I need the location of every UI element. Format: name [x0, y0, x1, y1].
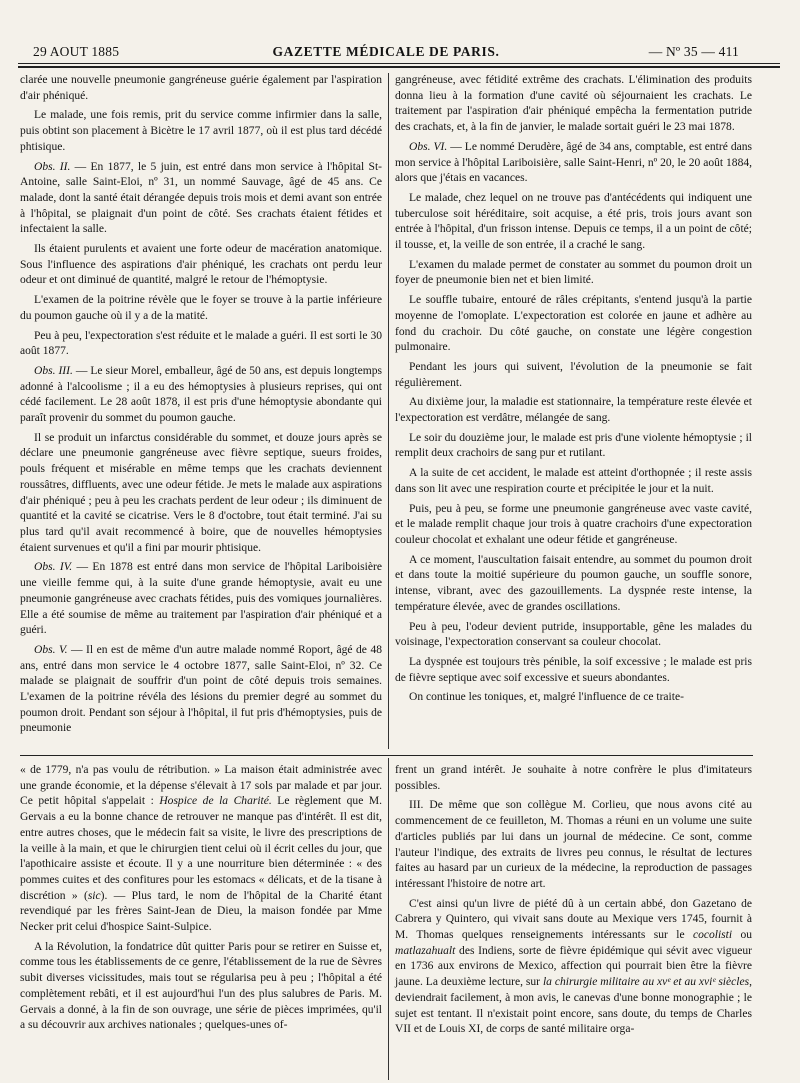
header-date: 29 AOUT 1885 [33, 44, 120, 59]
paragraph-text: — Le nommé Derudère, âgé de 34 ans, comptable, est entré dans mon service à l'hôpital Lariboisière, salle Saint-Henri, nº 20, le 20 août 1884, alors que j'étais en vacances. [395, 140, 752, 185]
paragraph-text: C'est ainsi qu'un livre de piété dû à un certain abbé, don Gazetano de Cabrera y Quintero, qui vivait sans doute au Mexique vers 1745, fournit à M. Thomas quelques renseignements intéressants sur le [395, 897, 752, 942]
column-divider-lower [388, 758, 389, 1080]
paragraph [395, 690, 752, 706]
observation-paragraph [20, 160, 382, 239]
paragraph [395, 258, 752, 289]
article-column-left [20, 73, 382, 751]
observation-label: Obs. II. [34, 160, 71, 173]
paragraph-text: des Indiens, sorte de fièvre épidémique qui sévit avec vigueur en 1736 aux environs de Mexico, affection qui pourrait bien être la fièvre jaune. La deuxième lecture, sur [395, 944, 752, 989]
paragraph-text: ou [732, 929, 752, 942]
paragraph [20, 73, 382, 104]
paragraph-text: « de 1779, n'a pas voulu de rétribution. » La maison était administrée avec une grande économie, et la dépense s'élevait à 17 sols par malade et par jour. Ce petit hôpital s'appelait : [20, 764, 382, 808]
observation-paragraph [395, 140, 752, 187]
feuilleton-column-left [20, 763, 382, 1081]
paragraph-text: Peu à peu, l'odeur devient putride, insupportable, gêne les malades du voisinage, l'expectoration conservant sa couleur chocolat. [395, 620, 752, 649]
paragraph-text: Pendant les jours qui suivent, l'évolution de la pneumonie se fait régulièrement. [395, 360, 752, 389]
paragraph-text: clarée une nouvelle pneumonie gangréneuse guérie également par l'aspiration d'air phéniqué. [20, 74, 382, 102]
paragraph-text: A la Révolution, la fondatrice dût quitter Paris pour se retirer en Suisse et, comme tous les établissements de ce genre, l'établissement de la rue de Sèvres subit diverses vicissitudes, mais tout se régularisa peu à peu ; l'hôpital a été complètement rebâti, et il est aujourd'hui l'un des plus salubres de Paris. M. Gervais a donné, à la fin de son ouvrage, une série de pièces imprimées, qu'il a su découvrir aux archives nationales ; quelques-unes of- [20, 940, 382, 1032]
paragraph [395, 431, 752, 462]
observation-label: Obs. V. [34, 643, 68, 656]
paragraph-text: — Le sieur Morel, emballeur, âgé de 50 ans, est depuis longtemps adonné à l'alcoolisme ; il a eu des hémoptysies à plusieurs reprises, qui ont cédé facilement. Le 28 août 1878, il est pris d'une hémoptysie abondante qui paraît provenir du sommet du poumon gauche. [20, 364, 382, 425]
italic-text: Hospice de la Charité. [159, 795, 272, 808]
paragraph [395, 73, 752, 136]
paragraph [395, 798, 752, 892]
italic-text: cocolisti [692, 929, 733, 942]
header-rule-thin [18, 63, 780, 64]
paragraph [20, 763, 382, 936]
paragraph-text: A ce moment, l'auscultation faisait entendre, au sommet du poumon droit et dans toute la moitié supérieure du poumon gauche, un souffle sonore, intense, vibrant, avec des gazouillements. La dyspnée reste intense, la température élevée, avec de grandes oscillations. [395, 553, 752, 613]
column-divider-upper [388, 73, 389, 749]
italic-text: sic [87, 889, 101, 902]
paragraph [20, 242, 382, 289]
observation-label: Obs. VI. [409, 140, 448, 153]
paragraph-text: Au dixième jour, la maladie est stationnaire, la température reste élevée et l'expectoration est verdâtre, mélangée de sang. [395, 396, 752, 425]
paragraph-text: Le règlement que M. Gervais a eu la bonne chance de retrouver ne manque pas d'intérêt. Il est dit, entre autres choses, que le médecin fait sa visite, le livre des prescriptions de la veille à la main, et que le chirurgien tient celui où il écrit celles du jour, que l'apothicaire assiste et écoute. Il y a une nourriture bien déterminée : « des pommes cuites et des confitures pour les estomacs « délicats, et de la tisane à discrétion » ( [20, 795, 382, 902]
paragraph [395, 360, 752, 391]
header-rule-thick [18, 66, 780, 68]
paragraph-text: Le soir du douzième jour, le malade est pris d'une violente hémoptysie ; il remplit deux crachoirs de sang pur et rutilant. [395, 431, 752, 460]
paragraph-text: Puis, peu à peu, se forme une pneumonie gangréneuse avec vaste cavité, et le malade remplit chaque jour trois à quatre crachoirs d'une expectoration couleur chocolat et exhalant une odeur fétide et gangréneuse. [395, 502, 752, 546]
observation-paragraph [20, 643, 382, 737]
paragraph [20, 940, 382, 1034]
paragraph-text: Peu à peu, l'expectoration s'est réduite et le malade a guéri. Il est sorti le 30 août 1877. [20, 329, 382, 358]
italic-text: matlazahualt [395, 944, 456, 957]
paragraph [20, 431, 382, 557]
feuilleton-separator [20, 755, 753, 756]
paragraph-text: Ils étaient purulents et avaient une forte odeur de macération anatomique. Sous l'influence des aspirations d'air phéniqué, les crachats ont perdu leur odeur et ont diminué de quantité, malgré le retour de l'hémoptysie. [20, 243, 382, 287]
paragraph [395, 655, 752, 686]
page-header [33, 44, 739, 64]
paragraph [395, 191, 752, 254]
italic-text: la chirurgie militaire au xvᵉ et au xviᵉ siècles [542, 976, 750, 989]
paragraph-text: L'examen de la poitrine révèle que le foyer se trouve à la partie inférieure du poumon gauche où il y a de la matité. [20, 294, 382, 322]
paragraph [395, 553, 752, 616]
paragraph [395, 620, 752, 651]
paragraph-text: gangréneuse, avec fétidité extrême des crachats. L'élimination des produits donna lieu à la formation d'une cavité où séjournaient les crachats. Le traitement par l'aspiration d'air phéniqué empêcha la fermentation putride des crachats, et, à la fin de janvier, le malade sortait guéri le 23 mai 1878. [395, 74, 752, 134]
observation-paragraph [20, 560, 382, 639]
paragraph [395, 293, 752, 356]
paragraph-text: On continue les toniques, et, malgré l'influence de ce traite- [409, 691, 684, 704]
paragraph-text: — En 1877, le 5 juin, est entré dans mon service à l'hôpital St-Antoine, salle Saint-Eloi, nº 31, un nommé Sauvage, âgé de 45 ans. Ce malade, dont la santé était dérangée depuis trois mois et demi avant son entrée à l'hôpital, se plaignait d'un point de côté. Ses crachats étaient fétides et infectaient la salle. [20, 160, 382, 236]
paragraph [395, 466, 752, 497]
paragraph [20, 108, 382, 155]
feuilleton-column-right [395, 763, 752, 1081]
paragraph-text: Il se produit un infarctus considérable du sommet, et douze jours après se déclare une pneumonie gangréneuse avec fièvre septique, sueurs froides, pouls fréquent et misérable en même temps que les crachats deviennent roussâtres, diffluents, avec une odeur fétide. Je mets le malade aux aspirations d'air phéniqué ; peu à peu les crachats perdent de leur odeur ; ils diminuent de quantité et la cavité se cicatrise. Vers le 8 d'octobre, tout était terminé. J'ai su plus tard qu'il avait recommencé à boire, que de nouvelles hémoptysies étaient survenues et qu'il a fini par mourir phtisique. [20, 431, 382, 554]
observation-paragraph [20, 364, 382, 427]
observation-label: Obs. IV. [34, 561, 73, 574]
paragraph [395, 395, 752, 426]
paragraph-text: Le souffle tubaire, entouré de râles crépitants, s'entend jusqu'à la partie moyenne de l'omoplate. L'expectoration est colorée en jaune et adhère au fond du crachoir. Du côté gauche, on constate une légère congestion pulmonaire. [395, 294, 752, 354]
header-title: GAZETTE MÉDICALE DE PARIS. [272, 44, 500, 59]
paragraph [395, 502, 752, 549]
paragraph-text: III. De même que son collègue M. Corlieu, que nous avons cité au commencement de ce feuilleton, M. Thomas a réuni en un volume une suite d'articles publiés par lui dans un journal de médecine. Ce sont, comme l'auteur l'indique, des extraits de livres peu connus, le résultat de lectures faites au hasard par un curieux de la médecine, la reproduction de passages intéressant l'histoire de notre art. [395, 799, 752, 890]
paragraph [395, 897, 752, 1038]
observation-label: Obs. III. [34, 364, 73, 377]
paragraph-text: A la suite de cet accident, le malade est atteint d'orthopnée ; il reste assis dans son lit avec une respiration courte et précipitée le jour et la nuit. [395, 467, 752, 495]
paragraph-text: L'examen du malade permet de constater au sommet du poumon droit un foyer de pneumonie bien net et bien limité. [395, 258, 752, 287]
paragraph-text: — Il en est de même d'un autre malade nommé Roport, âgé de 48 ans, entré dans mon service le 4 octobre 1877, salle Saint-Eloi, nº 32. Ce malade se plaignait de souffrir d'un point de côté depuis trois semaines. L'examen de la poitrine révéla des lésions du premier degré au sommet du poumon droit. Pendant son séjour à l'hôpital, il fut pris d'hémoptysies, puis de pneumonie [20, 643, 382, 735]
paragraph-text: Le malade, une fois remis, prit du service comme infirmier dans la salle, puis obtint son placement à Bicètre le 17 avril 1877, où il est plus tard décédé phtisique. [20, 109, 382, 153]
paragraph-text: frent un grand intérêt. Je souhaite à notre confrère le plus d'imitateurs possibles. [395, 764, 752, 792]
paragraph-text: Le malade, chez lequel on ne trouve pas d'antécédents qui indiquent une tuberculose soit héréditaire, soit acquise, a été pris, trois jours avant son entrée à l'hôpital, d'un frisson intense. Depuis ce temps, il a un point de côté; il tousse, et, la veille de son entrée, il a craché le sang. [395, 191, 752, 252]
paragraph [20, 293, 382, 324]
paragraph [20, 329, 382, 360]
paragraph-text: — En 1878 est entré dans mon service de l'hôpital Lariboisière une vieille femme qui, à la suite d'une grande hémoptysie, avait eu une pneumonie gangréneuse avec crachats fétides, puis des vomiques journalières. Elle a été soumise de même au traitement par l'aspiration d'air phéniqué et a guéri. [20, 561, 382, 637]
paragraph-text: , deviendrait facilement, à mon avis, le canevas d'une bonne monographie ; le sujet est tentant. Il n'existait point encore, sans doute, du temps de Charles VII et de Louis XI, de corps de santé militaire orga- [395, 976, 752, 1036]
paragraph-text: La dyspnée est toujours très pénible, la soif excessive ; le malade est pris de fièvre septique avec soif excessive et sueurs abondantes. [395, 655, 752, 684]
paragraph-text: ). — Plus tard, le nom de l'hôpital de la Charité étant revendiqué par les frères Saint-Jean de Dieu, la maison fondée par Mme Necker prit celui d'hospice Saint-Sulpice. [20, 889, 382, 934]
header-number-page: — Nº 35 — 411 [648, 44, 739, 59]
paragraph [395, 763, 752, 794]
article-column-right [395, 73, 752, 751]
